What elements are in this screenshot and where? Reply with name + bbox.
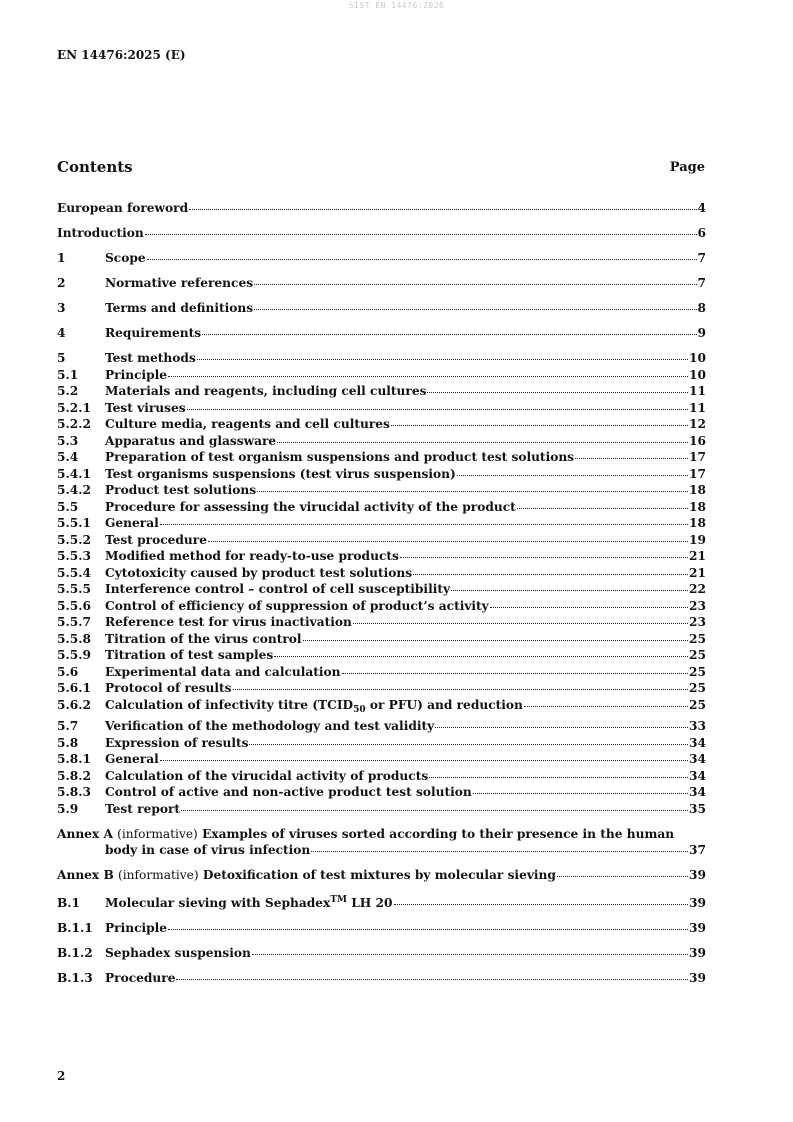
toc-entry[interactable] [57,548,706,565]
toc-entry[interactable] [57,350,706,367]
dot-leader [168,375,688,377]
toc-entry[interactable] [57,970,706,987]
toc-entry-title: Procedure [105,970,176,985]
toc-entry-page: 25 [689,664,706,679]
dot-leader [254,308,696,310]
toc-entry-title: Cytotoxicity caused by product test solutions [105,565,413,580]
toc-entry[interactable] [57,275,706,292]
toc-entry[interactable] [57,300,706,317]
toc-entry-title: Preparation of test organism suspensions and product test solutions [105,450,575,464]
toc-entry-page: 21 [689,549,706,563]
toc-entry-page: 8 [697,301,706,315]
dot-leader [145,233,697,235]
toc-entry[interactable] [57,718,706,735]
toc-entry-page: 39 [689,920,706,935]
toc-entry-page: 25 [689,648,706,662]
toc-entry-title: Titration of the virus control [105,631,302,646]
toc-entry[interactable] [57,225,706,242]
toc-entry-number: 5.5.3 [57,549,91,563]
toc-entry-page: 19 [689,532,706,547]
toc-entry-title: Test methods [105,351,196,365]
subscript: 50 [353,704,366,715]
toc-entry[interactable] [57,466,706,483]
toc-entry[interactable] [57,680,706,697]
toc-annex-a[interactable] [57,826,706,859]
toc-entry-title: Sephadex suspension [105,945,251,960]
toc-entry[interactable] [57,416,706,433]
toc-entry[interactable] [57,614,706,631]
dot-leader [257,490,688,492]
toc-entry[interactable] [57,751,706,768]
toc-entry-number: 2 [57,276,66,290]
toc-entry-title: Experimental data and calculation [105,664,341,679]
dot-leader [160,759,688,761]
toc-entry-number: 5.9 [57,801,79,816]
toc-entry-number: 5.1 [57,367,79,382]
annex-title: Examples of viruses sorted according to their presence in the human [202,826,675,841]
toc-entry-page: 25 [689,697,706,712]
toc-entry-page: 21 [689,565,706,580]
title-text: LH 20 [346,895,393,910]
annex-label: Annex A [57,826,113,841]
dot-leader [575,457,688,459]
dot-leader [233,688,689,690]
dot-leader [353,622,688,624]
toc-entry-page: 11 [689,400,706,415]
toc-entry-title: Materials and reagents, including cell cultures [105,384,427,398]
toc-entry-number: 5.4 [57,450,79,464]
toc-entry[interactable] [57,449,706,466]
toc-entry-number: 5.5.1 [57,516,91,530]
toc-entry-number: 5.5.2 [57,532,91,547]
dot-leader [435,726,688,728]
title-text: Calculation of infectivity titre (TCID [105,697,354,712]
toc-entry-number: 5.8.3 [57,785,91,799]
toc-entry-number: B.1.2 [57,945,93,960]
toc-entry-title: Product test solutions [105,483,257,497]
toc-entry-page: 34 [689,752,706,766]
toc-entry-number: 5.6.2 [57,697,91,712]
toc-entry[interactable] [57,367,706,384]
toc-entry-title: General [105,752,159,766]
annex-a-line1 [57,826,706,842]
superscript: TM [330,894,347,905]
toc-entry-number: 5.8.2 [57,768,91,783]
toc-entry-number: 5.6 [57,664,79,679]
dot-leader [473,792,688,794]
toc-entry-page: 39 [689,945,706,960]
toc-entry-page: 33 [689,719,706,733]
toc-entry-number: B.1.1 [57,920,93,935]
toc-entry-title: Principle [105,367,168,382]
dot-leader [342,672,689,674]
toc-entry-number: 5.2 [57,384,79,398]
toc-entry-title: Titration of test samples [105,648,274,662]
title-text: Molecular sieving with Sephadex [105,895,331,910]
toc-entry-title: Apparatus and glassware [105,433,277,448]
dot-leader [277,441,688,443]
toc-entry-page: 11 [689,384,706,398]
toc-entry[interactable] [57,325,706,342]
toc-entry-title: Terms and definitions [105,301,254,315]
toc-entry-number: 5.5.7 [57,615,91,629]
toc-entry[interactable] [57,499,706,516]
toc-entry-number: 5.7 [57,719,79,733]
toc-entry-page: 18 [689,499,706,514]
toc-entry-number: 5.5 [57,499,79,514]
dot-leader [524,705,688,707]
toc-entry-page: 35 [689,801,706,816]
dot-leader [400,556,688,558]
dot-leader [197,358,688,360]
toc-entry[interactable] [57,697,706,719]
annex-type: (informative) [117,826,198,841]
toc-entry-number: 5.3 [57,433,79,448]
toc-entry-title: Requirements [105,326,202,340]
toc-entry-title: Scope [105,251,146,265]
toc-entry-number: 5.8 [57,735,79,750]
contents-title: Contents [57,158,133,176]
toc-entry-number: 5.2.2 [57,417,91,431]
toc-entry[interactable] [57,920,706,937]
dot-leader [391,424,688,426]
toc-entry-title: General [105,516,159,530]
toc-entry[interactable] [57,945,706,962]
dot-leader [490,606,688,608]
toc-entry-number: 3 [57,301,66,315]
dot-leader [168,928,688,930]
toc-entry-page: 6 [697,226,706,240]
toc-entry-page: 9 [697,326,706,340]
toc-entry-page: 34 [689,735,706,750]
title-text: or PFU) and reduction [365,697,523,712]
toc-entry-number: 4 [57,326,66,340]
toc-entry[interactable] [57,664,706,681]
toc-entry-page: 16 [689,433,706,448]
document-id: EN 14476:2025 (E) [57,48,186,62]
toc-entry-page: 18 [689,516,706,530]
dot-leader [176,978,688,980]
toc-annex-b[interactable] [57,867,706,884]
toc-entry-number: 5.6.1 [57,681,91,695]
toc-entry[interactable] [57,735,706,752]
toc-entry-title: Culture media, reagents and cell cultures [105,417,390,431]
toc-entry-title: Principle [105,920,168,935]
toc-entry-title: Protocol of results [105,681,232,695]
annex-label: Annex B [57,867,114,882]
toc-entry-title: Control of active and non-active product test solution [105,785,472,799]
toc-entry[interactable] [57,532,706,549]
toc-entry-page: 25 [689,631,706,646]
toc-entry-page: 23 [689,598,706,613]
dot-leader [429,776,688,778]
toc-entry-title: Interference control – control of cell susceptibility [105,582,451,596]
toc-entry-number: 5.4.2 [57,483,91,497]
dot-leader [274,655,688,657]
toc-entry-number: 5.5.9 [57,648,91,662]
toc-entry[interactable] [57,598,706,615]
toc-entry-title: Test report [105,801,181,816]
toc-entry-page: 39 [689,867,706,882]
toc-entry-number: 5.5.4 [57,565,91,580]
toc-entry-title: Test organisms suspensions (test virus suspension) [105,466,456,481]
toc-entry-number: 5.2.1 [57,400,91,415]
dot-leader [457,474,688,476]
toc-entry-page: 37 [689,842,706,857]
toc-entry[interactable] [57,433,706,450]
toc-entry-page: 34 [689,768,706,783]
toc-entry-title: Verification of the methodology and test validity [105,719,435,733]
toc-entry-page: 39 [689,970,706,985]
annex-a-line2 [105,842,706,859]
toc-entry[interactable] [57,631,706,648]
dot-leader [451,589,688,591]
toc-entry-number: B.1 [57,895,81,910]
toc-entry-page: 10 [689,351,706,365]
toc-entry[interactable] [57,801,706,818]
toc-entry-title: Reference test for virus inactivation [105,615,352,629]
toc-entry-number: 1 [57,251,66,265]
toc-entry-title: Test procedure [105,532,207,547]
dot-leader [303,639,688,641]
toc-entry-page: 17 [689,450,706,464]
toc-entry-number: 5.8.1 [57,752,91,766]
toc-entry-page: 12 [689,417,706,431]
watermark: SIST EN 14476:2026 [348,1,445,10]
dot-leader [249,743,688,745]
dot-leader [427,391,688,393]
toc-entry-number: 5.4.1 [57,466,91,481]
toc-entry[interactable] [57,250,706,267]
dot-leader [394,903,689,905]
dot-leader [254,283,696,285]
toc-entry-number: B.1.3 [57,970,93,985]
toc-entry-page: 4 [697,201,706,215]
dot-leader [189,208,696,210]
toc-entry[interactable] [57,565,706,582]
dot-leader [252,953,688,955]
toc-entry-title: European foreword [57,201,189,215]
toc-entry[interactable] [57,200,706,217]
dot-leader [202,333,696,335]
annex-title: Detoxification of test mixtures by molecular sieving [202,867,556,882]
toc-entry-title: Normative references [105,276,254,290]
annex-title-cont: body in case of virus infection [105,842,311,857]
dot-leader [160,523,688,525]
toc-entry-page: 25 [689,681,706,695]
dot-leader [557,875,688,877]
toc-entry[interactable] [57,383,706,400]
toc-entry-page: 39 [689,895,706,910]
toc-entry-number: 5.5.5 [57,582,91,596]
toc-entry-page: 23 [689,615,706,629]
toc-entry-title: Procedure for assessing the virucidal activity of the product [105,499,516,514]
dot-leader [517,507,688,509]
toc-entry-number: 5 [57,351,66,365]
toc-entry-title [105,697,523,719]
toc-entry[interactable] [57,768,706,785]
toc-entry[interactable] [57,515,706,532]
page-column-label: Page [669,160,705,175]
toc-entry[interactable] [57,581,706,598]
toc-entry[interactable] [57,482,706,499]
toc-entry[interactable] [57,784,706,801]
dot-leader [147,258,697,260]
dot-leader [311,850,688,852]
toc-entry[interactable] [57,892,706,912]
toc-entry-title [57,867,556,884]
toc-entry-page: 17 [689,466,706,481]
toc-entry-page: 18 [689,483,706,497]
toc-entry-title: Expression of results [105,735,249,750]
toc-entry-title: Control of efficiency of suppression of product’s activity [105,598,489,613]
toc-entry-page: 7 [697,276,706,290]
toc-entry[interactable] [57,647,706,664]
toc-entry-title: Calculation of the virucidal activity of products [105,768,429,783]
dot-leader [208,540,688,542]
toc-entry-title: Introduction [57,226,144,240]
dot-leader [181,809,688,811]
toc-entry-page: 34 [689,785,706,799]
table-of-contents [57,200,706,986]
toc-entry-title: Modified method for ready-to-use products [105,549,399,563]
toc-entry-page: 7 [697,251,706,265]
dot-leader [187,408,688,410]
toc-entry-number: 5.5.8 [57,631,91,646]
toc-entry-title: Test viruses [105,400,186,415]
toc-entry-page: 10 [689,367,706,382]
toc-entry-title [105,892,393,912]
page-number: 2 [57,1069,66,1083]
toc-entry-page: 22 [689,582,706,596]
annex-type: (informative) [118,867,199,882]
toc-entry[interactable] [57,400,706,417]
dot-leader [413,573,688,575]
toc-entry-number: 5.5.6 [57,598,91,613]
